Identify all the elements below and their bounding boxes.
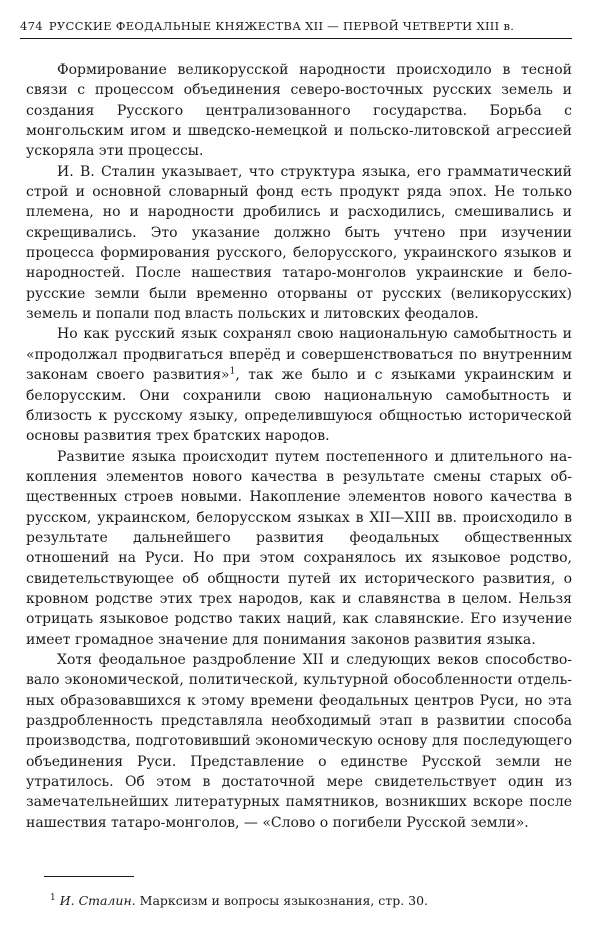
header-rule [20,38,572,39]
footnote-mark: 1 [50,892,56,903]
running-title: РУССКИЕ ФЕОДАЛЬНЫЕ КНЯЖЕСТВА XII — ПЕРВОЙ ЧЕТВЕРТИ XIII в. [48,19,515,33]
paragraph: И. В. Сталин указывает, что структура языка, его грамматический строй и основной словарный фонд есть продукт ряда эпох. Не только племена, но и народности дробились и расходились, смешивались и скрещивались. Это указание должно быть учтено при изучении процесса формирования русского, белорусского, украинского языков и народностей. После нашествия татаро-монголов украинские и белорусские земли были временно оторваны от русских (великорусских) земель и попали под власть польских и литовских феодалов. [26,163,572,323]
paragraph-text: Но как русский язык сохранял свою национальную самобытность и «продолжал продвигаться вперёд и совершенствоваться по внутренним законам своего развития» [26,326,572,384]
running-header [20,19,572,33]
paragraph: Формирование великорусской народности происходило в тесной связи с процессом объединения северо-восточных русских земель и создания Русского централизованного государства. Борьба с монгольским игом и шведско-немецкой и польско-литовской агрессией ускоряла эти процессы. [26,62,572,160]
paragraph [26,324,572,446]
footnote-text: Марксизм и вопросы языкознания, стр. 30. [139,893,429,908]
main-text [26,60,572,833]
footnote-author: И. Сталин. [59,893,136,908]
footnote-reference: 1 [229,366,236,377]
footnote [50,893,570,908]
page-number: 474 [20,19,43,33]
paragraph: Развитие языка происходит путем постепенного и длительного накопления элементов нового качества в результате смены старых общественных строев новыми. Накопление элементов нового качества в русском, украинском, белорусском языках в XII—XIII вв. происходило в результате дальнейшего развития феодальных общественных отношений на Руси. Но при этом сохранялось их языковое родство, свидетельствующее об общности путей их исторического развития, о кровном родстве этих трех народов, как и славянства в целом. Нельзя отрицать языковое родство таких наций, как славянские. Его изучение имеет громадное значение для понимания законов развития языка. [26,448,572,648]
footnote-rule [44,876,134,877]
paragraph-text: , так же было и с языками украинским и белорусским. Они сохранили свою национальную самобытность и близость к русскому языку, определившуюся общностью исторической основы развития трех братских народов. [26,367,572,445]
paragraph: Хотя феодальное раздробление XII и следующих веков способствовало экономической, политической, культурной обособленности отдельных образовавшихся к этому времени феодальных центров Руси, но эта раздробленность представляла необходимый этап в развитии способа производства, подготовивший экономическую основу для последующего объединения Руси. Представление о единстве Русской земли не утратилось. Об этом в достаточной мере свидетельствует один из замечательнейших литературных памятников, возникших вскоре после нашествия татаро-монголов, — «Слово о погибели Русской земли». [26,651,572,831]
